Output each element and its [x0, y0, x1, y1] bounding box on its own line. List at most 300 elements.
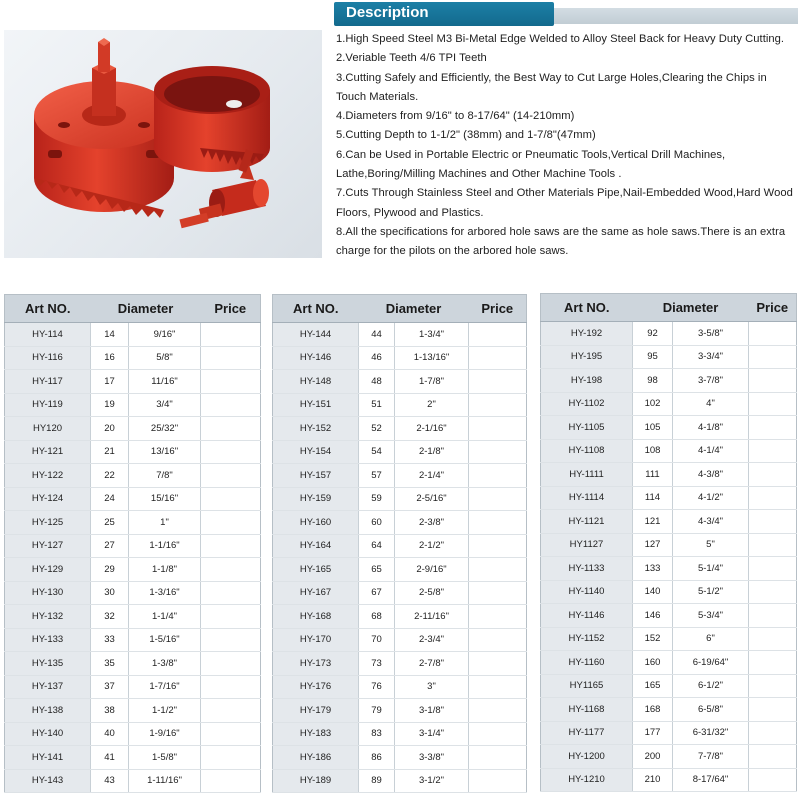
art-no-cell: HY-132 [5, 605, 91, 629]
description-item: 3.Cutting Safely and Efficiently, the Best Way to Cut Large Holes,Clearing the Chips in Touch Materials. [336, 71, 767, 103]
table-row [541, 486, 797, 510]
art-no-cell: HY-124 [5, 487, 91, 511]
art-no-cell: HY-119 [5, 393, 91, 417]
art-no-cell: HY-165 [273, 558, 359, 582]
diameter-mm-cell: 86 [359, 746, 395, 770]
price-cell [469, 393, 527, 417]
diameter-inch-cell: 4" [673, 392, 749, 416]
price-cell [469, 722, 527, 746]
art-no-cell: HY-189 [273, 769, 359, 793]
art-no-cell: HY-135 [5, 652, 91, 676]
diameter-mm-cell: 32 [91, 605, 129, 629]
table-row [273, 746, 527, 770]
diameter-mm-cell: 152 [633, 627, 673, 651]
diameter-header: Diameter [91, 295, 201, 323]
table-header-row [273, 295, 527, 323]
table-row [273, 558, 527, 582]
diameter-inch-cell: 1-1/8" [129, 558, 201, 582]
table-row [5, 628, 261, 652]
table-row [273, 393, 527, 417]
large-hole-saw [34, 38, 174, 218]
table-row [5, 558, 261, 582]
table-row [541, 369, 797, 393]
diameter-mm-cell: 51 [359, 393, 395, 417]
art-no-header: Art NO. [5, 295, 91, 323]
diameter-mm-cell: 25 [91, 511, 129, 535]
diameter-inch-cell: 15/16" [129, 487, 201, 511]
diameter-inch-cell: 2-7/8" [395, 652, 469, 676]
art-no-cell: HY1127 [541, 533, 633, 557]
price-cell [201, 675, 261, 699]
diameter-mm-cell: 33 [91, 628, 129, 652]
art-no-cell: HY-143 [5, 769, 91, 793]
price-cell [749, 627, 797, 651]
art-no-cell: HY-152 [273, 417, 359, 441]
diameter-mm-cell: 89 [359, 769, 395, 793]
table-row [273, 769, 527, 793]
price-cell [469, 440, 527, 464]
diameter-header: Diameter [633, 294, 749, 322]
table-row [541, 627, 797, 651]
diameter-inch-cell: 1" [129, 511, 201, 535]
diameter-inch-cell: 1-5/8" [129, 746, 201, 770]
table-row [5, 346, 261, 370]
diameter-inch-cell: 2-5/8" [395, 581, 469, 605]
price-header: Price [201, 295, 261, 323]
table-row [5, 370, 261, 394]
table-row [5, 675, 261, 699]
product-photo [4, 30, 322, 258]
price-header: Price [749, 294, 797, 322]
diameter-mm-cell: 46 [359, 346, 395, 370]
table-row [5, 699, 261, 723]
art-no-cell: HY-1200 [541, 745, 633, 769]
price-cell [749, 745, 797, 769]
medium-hole-saw [154, 66, 270, 172]
description-item: 1.High Speed Steel M3 Bi-Metal Edge Welded to Alloy Steel Back for Heavy Duty Cutting. [336, 33, 785, 45]
table-row [5, 487, 261, 511]
table-row [541, 580, 797, 604]
diameter-inch-cell: 2-9/16" [395, 558, 469, 582]
diameter-mm-cell: 70 [359, 628, 395, 652]
diameter-inch-cell: 1-1/4" [129, 605, 201, 629]
price-cell [201, 746, 261, 770]
price-cell [469, 605, 527, 629]
table-row [541, 745, 797, 769]
diameter-inch-cell: 5" [673, 533, 749, 557]
diameter-mm-cell: 98 [633, 369, 673, 393]
diameter-inch-cell: 3/4" [129, 393, 201, 417]
diameter-inch-cell: 4-1/8" [673, 416, 749, 440]
spec-table-1 [4, 294, 261, 793]
diameter-inch-cell: 25/32" [129, 417, 201, 441]
art-no-cell: HY-164 [273, 534, 359, 558]
table-row [5, 722, 261, 746]
art-no-cell: HY-1121 [541, 510, 633, 534]
price-cell [749, 416, 797, 440]
table-row [5, 417, 261, 441]
art-no-cell: HY-1168 [541, 698, 633, 722]
table-row [5, 581, 261, 605]
diameter-inch-cell: 1-5/16" [129, 628, 201, 652]
art-no-cell: HY-179 [273, 699, 359, 723]
price-cell [749, 651, 797, 675]
price-cell [469, 464, 527, 488]
diameter-inch-cell: 2-3/8" [395, 511, 469, 535]
table-row [541, 463, 797, 487]
art-no-cell: HY-154 [273, 440, 359, 464]
description-item: 8.All the specifications for arbored hole saws are the same as hole saws.There is an extra charge for the pilots on the arbored hole saws. [336, 225, 786, 258]
diameter-mm-cell: 59 [359, 487, 395, 511]
diameter-mm-cell: 165 [633, 674, 673, 698]
price-cell [469, 628, 527, 652]
price-cell [749, 580, 797, 604]
diameter-mm-cell: 95 [633, 345, 673, 369]
diameter-mm-cell: 108 [633, 439, 673, 463]
price-cell [469, 769, 527, 793]
art-no-cell: HY-1102 [541, 392, 633, 416]
price-cell [201, 558, 261, 582]
diameter-inch-cell: 3-5/8" [673, 322, 749, 346]
price-cell [749, 674, 797, 698]
art-no-cell: HY-159 [273, 487, 359, 511]
art-no-cell: HY-114 [5, 323, 91, 347]
art-no-cell: HY-133 [5, 628, 91, 652]
table-row [541, 392, 797, 416]
description-item: 7.Cuts Through Stainless Steel and Other Materials Pipe,Nail-Embedded Wood,Hard Wood Floors, Plywood and Plastics. [336, 187, 793, 219]
price-cell [201, 652, 261, 676]
diameter-inch-cell: 2-1/4" [395, 464, 469, 488]
diameter-inch-cell: 8-17/64" [673, 768, 749, 792]
description-list [336, 30, 796, 262]
spec-table-3 [540, 293, 797, 792]
art-no-cell: HY-1210 [541, 768, 633, 792]
art-no-cell: HY-183 [273, 722, 359, 746]
diameter-header: Diameter [359, 295, 469, 323]
price-cell [749, 557, 797, 581]
diameter-mm-cell: 38 [91, 699, 129, 723]
price-cell [469, 534, 527, 558]
diameter-mm-cell: 41 [91, 746, 129, 770]
diameter-inch-cell: 6-19/64" [673, 651, 749, 675]
description-item: 4.Diameters from 9/16" to 8-17/64" (14-210mm) [336, 110, 575, 123]
art-no-cell: HY-1146 [541, 604, 633, 628]
price-cell [749, 721, 797, 745]
art-no-cell: HY-1111 [541, 463, 633, 487]
diameter-inch-cell: 2-3/4" [395, 628, 469, 652]
description-header [334, 2, 554, 26]
price-cell [469, 487, 527, 511]
art-no-cell: HY-1133 [541, 557, 633, 581]
price-cell [749, 322, 797, 346]
diameter-inch-cell: 1-11/16" [129, 769, 201, 793]
price-cell [201, 393, 261, 417]
diameter-inch-cell: 1-9/16" [129, 722, 201, 746]
diameter-inch-cell: 1-7/8" [395, 370, 469, 394]
art-no-cell: HY-186 [273, 746, 359, 770]
table-row [273, 534, 527, 558]
diameter-mm-cell: 73 [359, 652, 395, 676]
price-cell [469, 511, 527, 535]
table-row [541, 651, 797, 675]
diameter-inch-cell: 3-1/8" [395, 699, 469, 723]
price-cell [469, 558, 527, 582]
diameter-mm-cell: 37 [91, 675, 129, 699]
table-row [541, 721, 797, 745]
art-no-cell: HY-1105 [541, 416, 633, 440]
diameter-inch-cell: 4-1/2" [673, 486, 749, 510]
header-rule [554, 8, 798, 24]
table-row [273, 628, 527, 652]
diameter-mm-cell: 79 [359, 699, 395, 723]
diameter-inch-cell: 7-7/8" [673, 745, 749, 769]
art-no-cell: HY-1114 [541, 486, 633, 510]
table-row [5, 605, 261, 629]
description-item: 5.Cutting Depth to 1-1/2" (38mm) and 1-7/8"(47mm) [336, 129, 596, 142]
description-title: Description [346, 4, 429, 21]
art-no-cell: HY-121 [5, 440, 91, 464]
diameter-mm-cell: 17 [91, 370, 129, 394]
art-no-cell: HY-130 [5, 581, 91, 605]
art-no-cell: HY-1108 [541, 439, 633, 463]
diameter-inch-cell: 3-1/2" [395, 769, 469, 793]
table-row [5, 440, 261, 464]
table-row [5, 511, 261, 535]
price-cell [749, 604, 797, 628]
diameter-inch-cell: 6" [673, 627, 749, 651]
diameter-mm-cell: 60 [359, 511, 395, 535]
art-no-cell: HY-192 [541, 322, 633, 346]
diameter-inch-cell: 13/16" [129, 440, 201, 464]
diameter-mm-cell: 29 [91, 558, 129, 582]
price-cell [469, 346, 527, 370]
price-cell [469, 370, 527, 394]
diameter-inch-cell: 3-1/4" [395, 722, 469, 746]
price-cell [201, 769, 261, 793]
art-no-cell: HY-167 [273, 581, 359, 605]
diameter-inch-cell: 1-1/2" [129, 699, 201, 723]
table-header-row [5, 295, 261, 323]
diameter-inch-cell: 6-5/8" [673, 698, 749, 722]
table-row [541, 604, 797, 628]
table-row [273, 722, 527, 746]
table-row [273, 605, 527, 629]
diameter-inch-cell: 5-1/2" [673, 580, 749, 604]
diameter-mm-cell: 210 [633, 768, 673, 792]
art-no-cell: HY-116 [5, 346, 91, 370]
art-no-cell: HY120 [5, 417, 91, 441]
price-cell [749, 345, 797, 369]
diameter-inch-cell: 2-5/16" [395, 487, 469, 511]
diameter-inch-cell: 2-1/16" [395, 417, 469, 441]
art-no-cell: HY-176 [273, 675, 359, 699]
diameter-mm-cell: 67 [359, 581, 395, 605]
diameter-inch-cell: 1-3/8" [129, 652, 201, 676]
price-cell [749, 369, 797, 393]
diameter-inch-cell: 5-1/4" [673, 557, 749, 581]
table-row [273, 464, 527, 488]
price-cell [469, 699, 527, 723]
price-cell [201, 417, 261, 441]
diameter-inch-cell: 5-3/4" [673, 604, 749, 628]
diameter-mm-cell: 24 [91, 487, 129, 511]
price-cell [749, 392, 797, 416]
diameter-inch-cell: 3-3/8" [395, 746, 469, 770]
table-row [273, 581, 527, 605]
table-row [5, 769, 261, 793]
price-cell [201, 323, 261, 347]
price-cell [749, 463, 797, 487]
diameter-inch-cell: 2" [395, 393, 469, 417]
diameter-mm-cell: 43 [91, 769, 129, 793]
diameter-mm-cell: 14 [91, 323, 129, 347]
price-cell [749, 439, 797, 463]
diameter-inch-cell: 3-7/8" [673, 369, 749, 393]
diameter-mm-cell: 140 [633, 580, 673, 604]
price-cell [201, 370, 261, 394]
diameter-mm-cell: 30 [91, 581, 129, 605]
price-cell [469, 323, 527, 347]
price-cell [201, 628, 261, 652]
art-no-header: Art NO. [541, 294, 633, 322]
table-row [5, 652, 261, 676]
art-no-cell: HY-144 [273, 323, 359, 347]
diameter-inch-cell: 1-1/16" [129, 534, 201, 558]
diameter-inch-cell: 6-31/32" [673, 721, 749, 745]
art-no-cell: HY-125 [5, 511, 91, 535]
diameter-mm-cell: 64 [359, 534, 395, 558]
table-row [541, 510, 797, 534]
diameter-mm-cell: 57 [359, 464, 395, 488]
price-cell [201, 440, 261, 464]
diameter-mm-cell: 22 [91, 464, 129, 488]
art-no-cell: HY-195 [541, 345, 633, 369]
art-no-cell: HY-170 [273, 628, 359, 652]
price-cell [201, 605, 261, 629]
diameter-inch-cell: 1-3/16" [129, 581, 201, 605]
table-row [273, 323, 527, 347]
diameter-inch-cell: 2-11/16" [395, 605, 469, 629]
diameter-mm-cell: 121 [633, 510, 673, 534]
table-row [273, 440, 527, 464]
table-row [541, 533, 797, 557]
diameter-mm-cell: 54 [359, 440, 395, 464]
art-no-cell: HY-138 [5, 699, 91, 723]
diameter-mm-cell: 146 [633, 604, 673, 628]
diameter-mm-cell: 68 [359, 605, 395, 629]
price-cell [469, 675, 527, 699]
price-cell [749, 768, 797, 792]
art-no-cell: HY1165 [541, 674, 633, 698]
table-row [273, 511, 527, 535]
diameter-mm-cell: 111 [633, 463, 673, 487]
diameter-inch-cell: 11/16" [129, 370, 201, 394]
diameter-mm-cell: 133 [633, 557, 673, 581]
price-cell [201, 722, 261, 746]
price-cell [749, 486, 797, 510]
art-no-cell: HY-117 [5, 370, 91, 394]
description-item: 6.Can be Used in Portable Electric or Pneumatic Tools,Vertical Drill Machines, Lathe,Boring/Milling Machines and Other Machine Tools . [336, 148, 726, 181]
diameter-inch-cell: 7/8" [129, 464, 201, 488]
art-no-header: Art NO. [273, 295, 359, 323]
table-row [5, 534, 261, 558]
price-cell [201, 346, 261, 370]
diameter-inch-cell: 9/16" [129, 323, 201, 347]
diameter-mm-cell: 52 [359, 417, 395, 441]
table-row [5, 323, 261, 347]
diameter-inch-cell: 3" [395, 675, 469, 699]
diameter-inch-cell: 5/8" [129, 346, 201, 370]
diameter-inch-cell: 3-3/4" [673, 345, 749, 369]
table-row [273, 417, 527, 441]
table-row [5, 746, 261, 770]
diameter-mm-cell: 102 [633, 392, 673, 416]
diameter-mm-cell: 65 [359, 558, 395, 582]
diameter-mm-cell: 200 [633, 745, 673, 769]
diameter-inch-cell: 4-3/4" [673, 510, 749, 534]
table-row [541, 439, 797, 463]
diameter-inch-cell: 1-13/16" [395, 346, 469, 370]
price-header: Price [469, 295, 527, 323]
diameter-mm-cell: 83 [359, 722, 395, 746]
art-no-cell: HY-146 [273, 346, 359, 370]
art-no-cell: HY-160 [273, 511, 359, 535]
art-no-cell: HY-168 [273, 605, 359, 629]
diameter-mm-cell: 21 [91, 440, 129, 464]
price-cell [749, 698, 797, 722]
table-row [541, 322, 797, 346]
art-no-cell: HY-173 [273, 652, 359, 676]
price-cell [201, 699, 261, 723]
diameter-mm-cell: 19 [91, 393, 129, 417]
price-cell [201, 581, 261, 605]
table-row [273, 652, 527, 676]
diameter-mm-cell: 127 [633, 533, 673, 557]
diameter-mm-cell: 76 [359, 675, 395, 699]
diameter-inch-cell: 2-1/2" [395, 534, 469, 558]
diameter-mm-cell: 160 [633, 651, 673, 675]
diameter-mm-cell: 168 [633, 698, 673, 722]
art-no-cell: HY-151 [273, 393, 359, 417]
art-no-cell: HY-1140 [541, 580, 633, 604]
table-row [5, 464, 261, 488]
art-no-cell: HY-198 [541, 369, 633, 393]
table-row [273, 370, 527, 394]
table-row [5, 393, 261, 417]
art-no-cell: HY-137 [5, 675, 91, 699]
table-header-row [541, 294, 797, 322]
price-cell [201, 511, 261, 535]
art-no-cell: HY-1160 [541, 651, 633, 675]
table-row [541, 345, 797, 369]
table-row [541, 416, 797, 440]
table-row [273, 675, 527, 699]
description-item: 2.Veriable Teeth 4/6 TPI Teeth [336, 52, 487, 65]
price-cell [749, 510, 797, 534]
table-row [273, 699, 527, 723]
diameter-mm-cell: 27 [91, 534, 129, 558]
diameter-inch-cell: 4-3/8" [673, 463, 749, 487]
diameter-inch-cell: 6-1/2" [673, 674, 749, 698]
diameter-inch-cell: 1-7/16" [129, 675, 201, 699]
diameter-mm-cell: 35 [91, 652, 129, 676]
price-cell [749, 533, 797, 557]
table-row [541, 698, 797, 722]
table-row [273, 346, 527, 370]
art-no-cell: HY-122 [5, 464, 91, 488]
table-row [273, 487, 527, 511]
art-no-cell: HY-127 [5, 534, 91, 558]
